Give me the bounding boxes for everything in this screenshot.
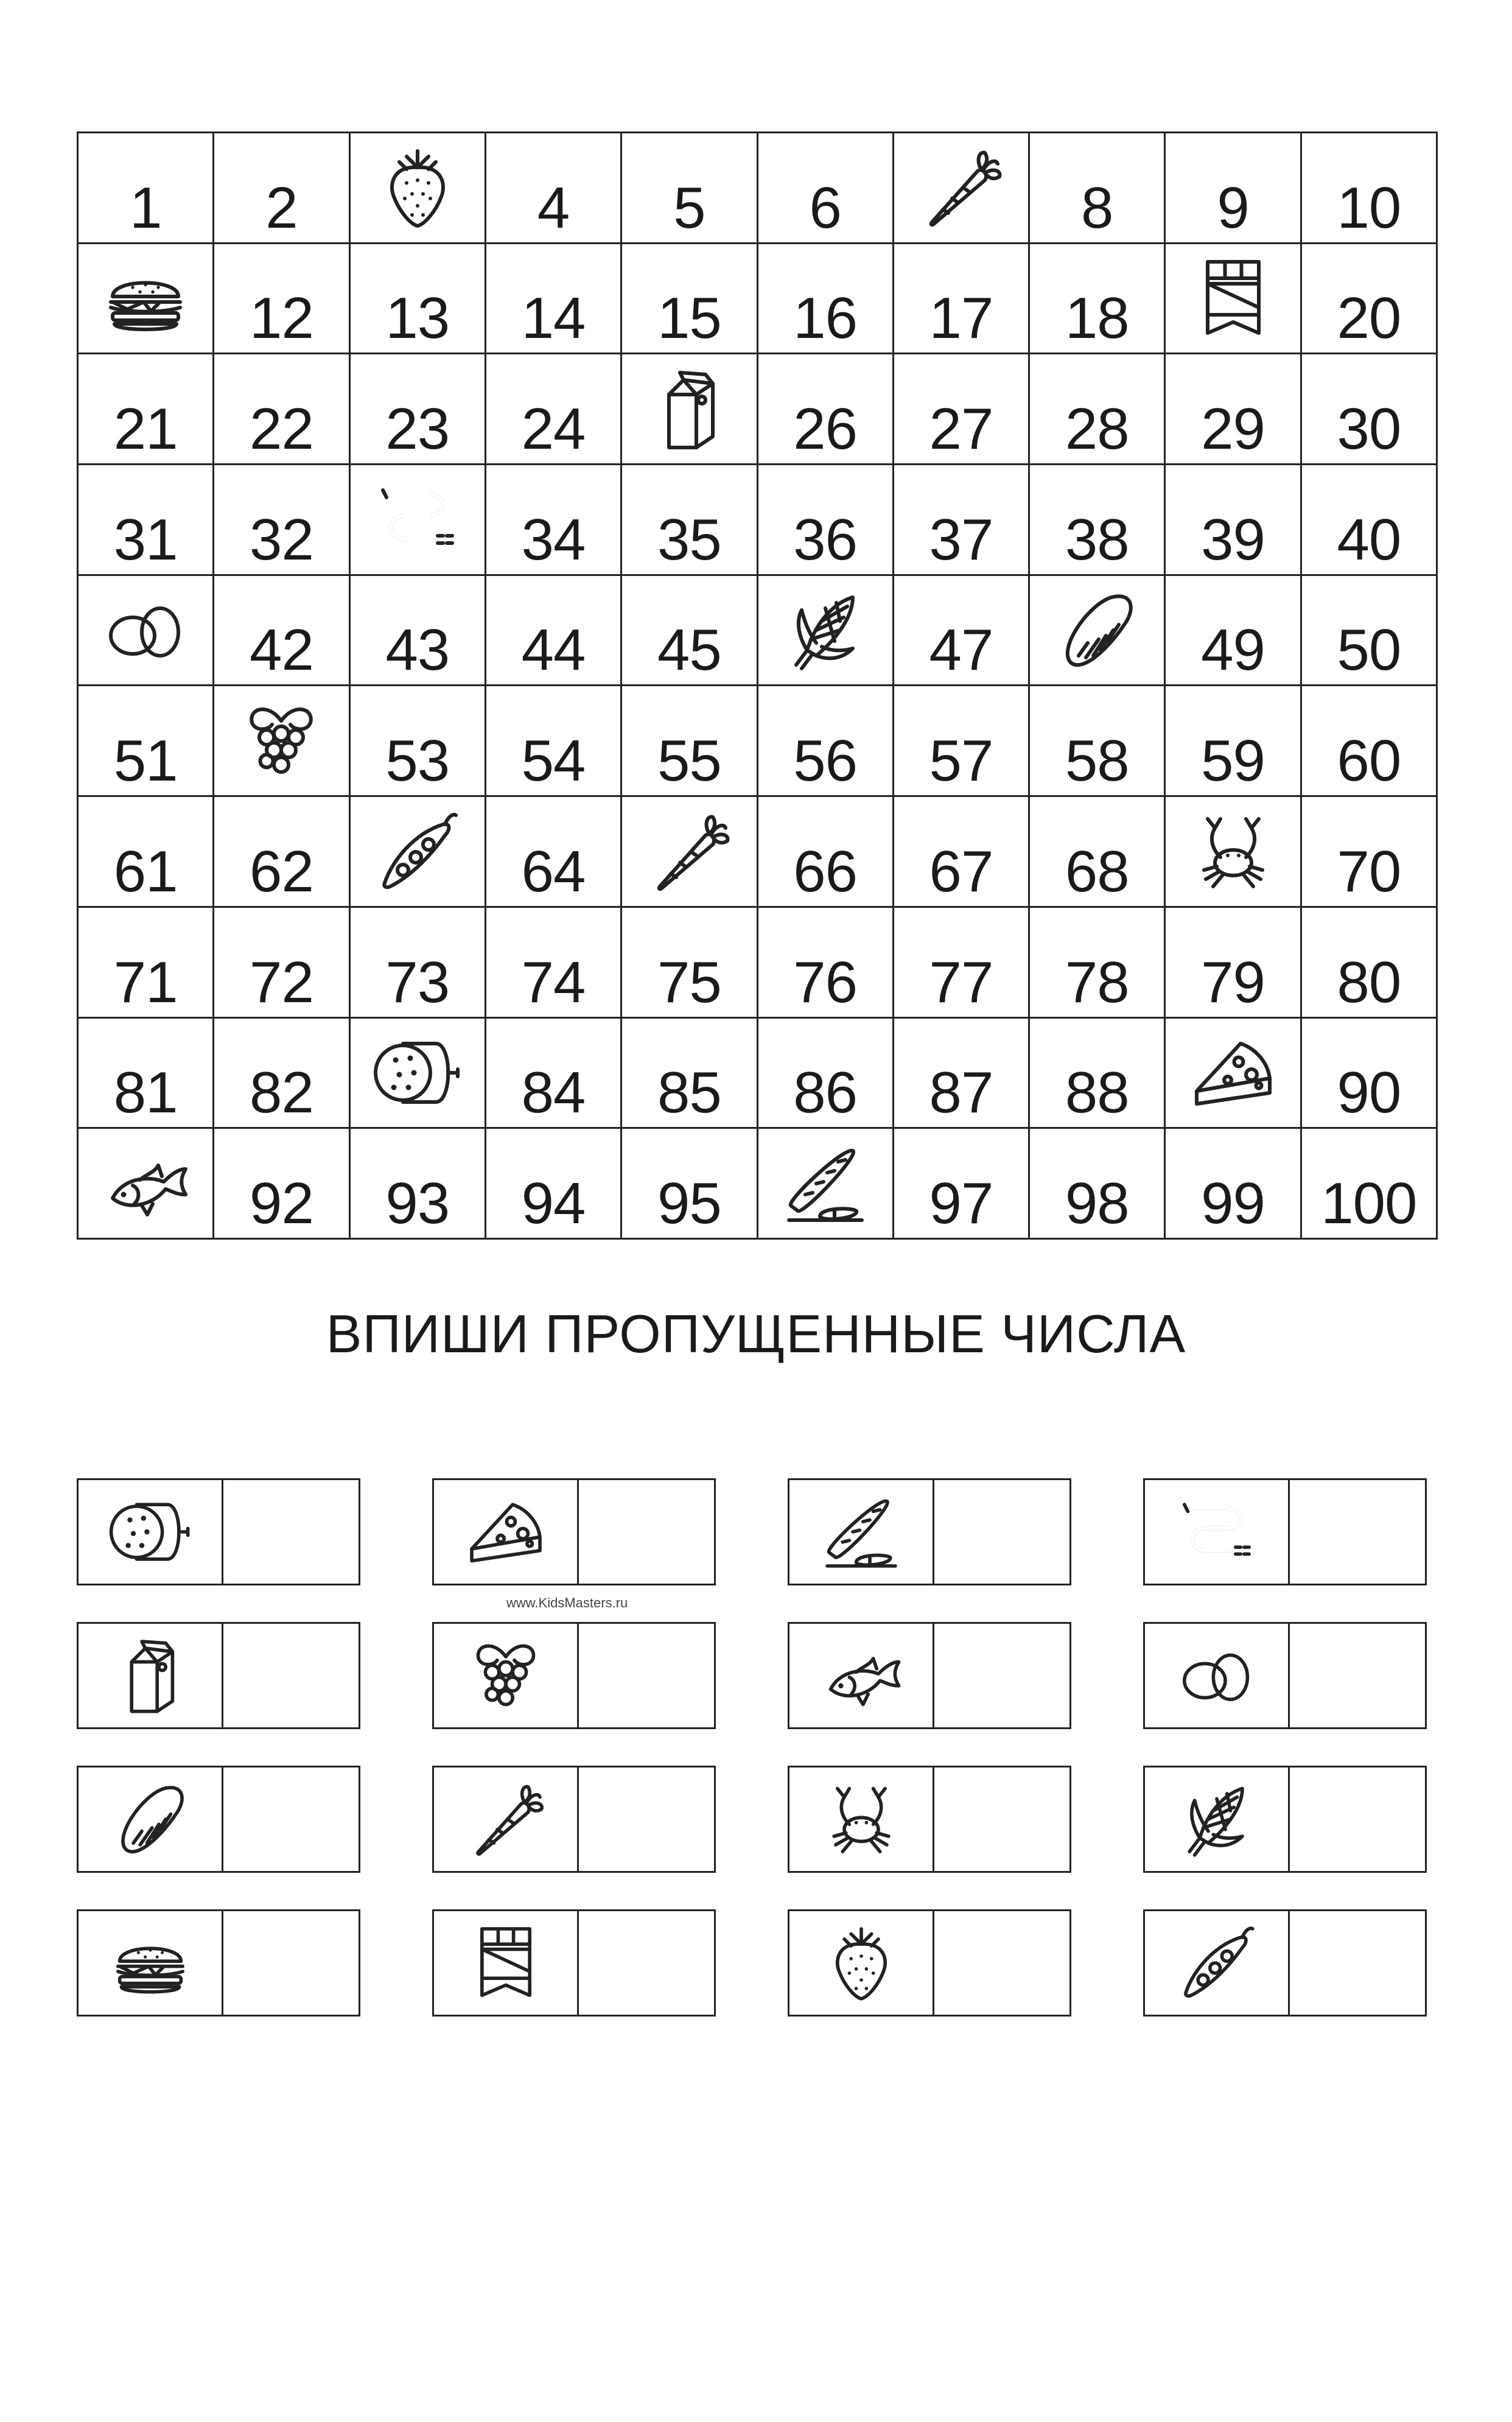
grid-cell	[486, 465, 622, 576]
grid-cell	[622, 576, 758, 687]
answer-field[interactable]	[223, 1624, 359, 1727]
grid-cell	[79, 354, 214, 465]
grid-number: 36	[793, 507, 858, 572]
grid-number: 73	[385, 949, 450, 1015]
grid-number: 26	[793, 396, 858, 462]
grid-cell	[1166, 465, 1301, 576]
grid-number: 44	[521, 617, 586, 683]
answer-picture	[789, 1624, 934, 1727]
grid-cell	[1030, 1129, 1166, 1240]
grid-cell	[1166, 1129, 1301, 1240]
grid-cell	[214, 244, 350, 355]
grid-cell	[1302, 1129, 1438, 1240]
grid-number: 27	[929, 396, 993, 462]
grid-number: 67	[929, 838, 993, 904]
answer-picture	[1145, 1624, 1290, 1727]
answer-field[interactable]	[579, 1767, 714, 1871]
answer-field[interactable]	[934, 1911, 1069, 2015]
answer-picture	[1145, 1480, 1290, 1584]
answer-picture	[434, 1480, 579, 1584]
answer-box	[1143, 1766, 1427, 1873]
grid-number: 14	[521, 286, 586, 351]
grid-number: 85	[657, 1060, 721, 1126]
grid-cell	[894, 244, 1030, 355]
grid-number: 30	[1337, 396, 1401, 462]
grid-number: 90	[1337, 1060, 1401, 1126]
grid-number: 70	[1337, 838, 1401, 904]
answer-box	[77, 1909, 360, 2017]
grid-number: 16	[793, 286, 858, 351]
grid-cell	[1302, 686, 1438, 797]
grid-cell	[1030, 1019, 1166, 1129]
grid-cell	[1302, 465, 1438, 576]
salami-icon	[372, 1027, 463, 1118]
grid-number: 49	[1201, 617, 1265, 683]
burger-icon	[100, 253, 191, 344]
milk-carton-icon	[643, 363, 735, 455]
grid-cell	[894, 465, 1030, 576]
answer-field[interactable]	[934, 1480, 1069, 1584]
grid-cell-picture	[758, 1129, 894, 1240]
grid-number: 97	[929, 1170, 993, 1236]
grid-cell-picture	[351, 465, 486, 576]
answer-box	[432, 1622, 716, 1729]
grid-cell	[758, 133, 894, 244]
grid-cell	[214, 465, 350, 576]
chocolate-icon	[463, 1920, 548, 2006]
grid-cell	[214, 797, 350, 908]
grid-number: 39	[1201, 507, 1265, 572]
bread-loaf-icon	[108, 1777, 193, 1862]
answer-picture	[1145, 1767, 1290, 1871]
answer-field[interactable]	[579, 1911, 714, 2015]
pea-pod-icon	[372, 806, 463, 897]
milk-carton-icon	[108, 1633, 193, 1718]
grid-cell-picture	[351, 797, 486, 908]
answer-picture	[434, 1767, 579, 1871]
grid-cell-picture	[79, 576, 214, 687]
grid-cell	[351, 686, 486, 797]
grid-number: 18	[1065, 286, 1129, 351]
grid-number: 100	[1321, 1170, 1417, 1236]
answer-field[interactable]	[1290, 1911, 1425, 2015]
grid-number: 45	[657, 617, 721, 683]
grid-number: 31	[113, 507, 178, 572]
grid-number: 12	[250, 286, 313, 351]
grid-cell	[79, 686, 214, 797]
grid-number: 82	[250, 1060, 313, 1126]
answer-box	[1143, 1478, 1427, 1585]
grid-number: 13	[385, 286, 450, 351]
grid-cell-picture	[894, 133, 1030, 244]
answer-box	[432, 1909, 716, 2017]
corn-icon	[1174, 1777, 1259, 1862]
answer-box	[1143, 1909, 1427, 2017]
grid-number: 17	[929, 286, 993, 351]
grid-number: 10	[1337, 175, 1401, 240]
grid-cell	[1030, 465, 1166, 576]
answer-field[interactable]	[579, 1480, 714, 1584]
grid-number: 34	[521, 507, 586, 572]
crab-icon	[819, 1777, 904, 1862]
answer-field[interactable]	[579, 1624, 714, 1727]
grid-cell	[1302, 576, 1438, 687]
grid-cell-picture	[758, 576, 894, 687]
grid-cell	[214, 576, 350, 687]
grid-cell-picture	[622, 354, 758, 465]
grid-number: 40	[1337, 507, 1401, 572]
grid-number: 9	[1217, 175, 1249, 240]
grid-cell-picture	[79, 244, 214, 355]
grid-cell	[1302, 797, 1438, 908]
grid-cell	[1030, 244, 1166, 355]
grid-cell	[1302, 1019, 1438, 1129]
grid-number: 55	[657, 728, 721, 794]
grid-number: 22	[250, 396, 313, 462]
answer-box	[788, 1909, 1071, 2017]
grid-cell	[79, 908, 214, 1019]
answer-picture	[79, 1624, 223, 1727]
fish-icon	[100, 1138, 191, 1229]
grid-number: 8	[1081, 175, 1113, 240]
grid-number: 4	[537, 175, 570, 240]
answer-field[interactable]	[934, 1767, 1069, 1871]
grid-number: 77	[929, 949, 993, 1015]
grid-number: 2	[265, 175, 298, 240]
grid-cell	[894, 1019, 1030, 1129]
answer-box	[77, 1622, 360, 1729]
grid-number: 76	[793, 949, 858, 1015]
grid-number: 66	[793, 838, 858, 904]
grid-number: 58	[1065, 728, 1129, 794]
answer-field[interactable]	[223, 1767, 359, 1871]
grid-cell	[622, 1019, 758, 1129]
grid-cell	[351, 244, 486, 355]
grid-cell	[214, 133, 350, 244]
grid-number: 37	[929, 507, 993, 572]
grid-cell	[1166, 354, 1301, 465]
grid-number: 62	[250, 838, 313, 904]
grid-number: 61	[113, 838, 178, 904]
grid-number: 56	[793, 728, 858, 794]
grid-number: 28	[1065, 396, 1129, 462]
watermark: www.KidsMasters.ru	[506, 1595, 628, 1610]
grid-number: 38	[1065, 507, 1129, 572]
grid-cell	[1030, 686, 1166, 797]
grid-cell	[486, 354, 622, 465]
grid-number: 71	[113, 949, 178, 1015]
grid-cell-picture	[622, 797, 758, 908]
corn-icon	[780, 584, 871, 676]
grid-number: 86	[793, 1060, 858, 1126]
answer-picture	[434, 1624, 579, 1727]
carrot-icon	[463, 1777, 548, 1862]
grid-number: 43	[385, 617, 450, 683]
crab-icon	[1188, 806, 1279, 897]
cheese-icon	[463, 1489, 548, 1574]
grid-cell-picture	[351, 133, 486, 244]
grid-number: 64	[521, 838, 586, 904]
grid-number: 15	[657, 286, 721, 351]
grid-number: 57	[929, 728, 993, 794]
grid-number: 53	[385, 728, 450, 794]
grid-cell	[894, 908, 1030, 1019]
grid-cell	[486, 908, 622, 1019]
answer-section	[77, 1478, 1434, 2422]
grid-cell	[894, 354, 1030, 465]
grid-number: 35	[657, 507, 721, 572]
pea-pod-icon	[1174, 1920, 1259, 2006]
grid-number: 6	[809, 175, 841, 240]
grid-number: 94	[521, 1170, 586, 1236]
grid-number: 95	[657, 1170, 721, 1236]
answer-field[interactable]	[1290, 1767, 1425, 1871]
strawberry-icon	[819, 1920, 904, 2006]
grid-number: 78	[1065, 949, 1129, 1015]
grid-cell	[758, 244, 894, 355]
grid-cell	[758, 354, 894, 465]
grid-cell-picture	[351, 1019, 486, 1129]
salami-icon	[108, 1489, 193, 1574]
burger-icon	[108, 1920, 193, 2006]
eggs-icon	[1174, 1633, 1259, 1718]
grid-cell	[622, 1129, 758, 1240]
grid-cell-picture	[1166, 1019, 1301, 1129]
answer-picture	[79, 1911, 223, 2015]
grid-cell	[486, 576, 622, 687]
answer-box	[432, 1766, 716, 1873]
number-grid	[77, 132, 1438, 1240]
grid-cell	[622, 133, 758, 244]
grid-number: 23	[385, 396, 450, 462]
answer-picture	[789, 1480, 934, 1584]
grid-cell	[214, 1129, 350, 1240]
grid-cell	[1166, 133, 1301, 244]
grid-number: 59	[1201, 728, 1265, 794]
grid-number: 75	[657, 949, 721, 1015]
grid-cell-picture	[1166, 244, 1301, 355]
grid-cell	[351, 576, 486, 687]
answer-picture	[789, 1911, 934, 2015]
grid-cell	[622, 686, 758, 797]
eggs-icon	[100, 584, 191, 676]
grid-cell	[622, 908, 758, 1019]
grid-cell	[758, 1019, 894, 1129]
grid-number: 29	[1201, 396, 1265, 462]
grid-cell	[79, 133, 214, 244]
grid-cell	[486, 686, 622, 797]
answer-box	[77, 1478, 360, 1585]
grid-number: 81	[113, 1060, 178, 1126]
grid-cell	[214, 908, 350, 1019]
grid-cell	[79, 797, 214, 908]
grid-cell	[1302, 133, 1438, 244]
answer-box	[1143, 1622, 1427, 1729]
grid-cell	[894, 797, 1030, 908]
answer-picture	[1145, 1911, 1290, 2015]
grid-number: 88	[1065, 1060, 1129, 1126]
grid-cell	[1302, 908, 1438, 1019]
grid-number: 98	[1065, 1170, 1129, 1236]
grid-cell	[622, 244, 758, 355]
grapes-icon	[463, 1633, 548, 1718]
grid-number: 42	[250, 617, 313, 683]
sausages-icon	[372, 474, 463, 565]
grid-cell	[758, 686, 894, 797]
grid-number: 93	[385, 1170, 450, 1236]
answer-box	[788, 1622, 1071, 1729]
grid-cell	[1166, 908, 1301, 1019]
grid-cell	[1030, 908, 1166, 1019]
grid-number: 32	[250, 507, 313, 572]
grid-number: 24	[521, 396, 586, 462]
grid-number: 60	[1337, 728, 1401, 794]
sausages-icon	[1174, 1489, 1259, 1574]
grid-cell	[1166, 576, 1301, 687]
carrot-icon	[915, 142, 1007, 233]
grid-number: 74	[521, 949, 586, 1015]
grid-cell	[351, 908, 486, 1019]
grid-number: 68	[1065, 838, 1129, 904]
answer-box	[77, 1766, 360, 1873]
grid-cell	[894, 576, 1030, 687]
answer-picture	[79, 1767, 223, 1871]
grid-cell	[1302, 354, 1438, 465]
baguette-icon	[819, 1489, 904, 1574]
answer-box	[788, 1766, 1071, 1873]
grid-cell	[1302, 244, 1438, 355]
grid-number: 5	[673, 175, 705, 240]
baguette-icon	[780, 1138, 871, 1229]
grid-cell-picture	[79, 1129, 214, 1240]
answer-field[interactable]	[223, 1911, 359, 2015]
grid-cell	[486, 133, 622, 244]
answer-picture	[434, 1911, 579, 2015]
grid-number: 84	[521, 1060, 586, 1126]
answer-field[interactable]	[1290, 1624, 1425, 1727]
bread-loaf-icon	[1051, 584, 1143, 676]
grid-cell	[1030, 354, 1166, 465]
answer-box	[788, 1478, 1071, 1585]
grid-number: 51	[113, 728, 178, 794]
grid-cell	[79, 1019, 214, 1129]
grid-number: 1	[129, 175, 162, 240]
grid-cell	[758, 465, 894, 576]
chocolate-icon	[1188, 253, 1279, 344]
answer-picture	[79, 1480, 223, 1584]
answer-box	[432, 1478, 716, 1585]
grid-cell	[351, 354, 486, 465]
strawberry-icon	[372, 142, 463, 233]
grid-number: 21	[113, 396, 178, 462]
answer-field[interactable]	[223, 1480, 359, 1584]
grid-number: 20	[1337, 286, 1401, 351]
grid-number: 54	[521, 728, 586, 794]
grid-cell	[79, 465, 214, 576]
grid-cell-picture	[214, 686, 350, 797]
grid-cell	[486, 797, 622, 908]
grid-number: 99	[1201, 1170, 1265, 1236]
grapes-icon	[236, 695, 327, 787]
grid-cell-picture	[1166, 797, 1301, 908]
answer-picture	[789, 1767, 934, 1871]
grid-cell-picture	[1030, 576, 1166, 687]
grid-number: 79	[1201, 949, 1265, 1015]
grid-cell	[486, 244, 622, 355]
grid-cell	[1030, 797, 1166, 908]
grid-cell	[1166, 686, 1301, 797]
grid-number: 87	[929, 1060, 993, 1126]
grid-cell	[486, 1019, 622, 1129]
grid-cell	[622, 465, 758, 576]
grid-cell	[758, 797, 894, 908]
answer-field[interactable]	[1290, 1480, 1425, 1584]
grid-number: 72	[250, 949, 313, 1015]
grid-cell	[351, 1129, 486, 1240]
grid-cell	[214, 1019, 350, 1129]
grid-number: 92	[250, 1170, 313, 1236]
grid-cell	[894, 1129, 1030, 1240]
grid-cell	[214, 354, 350, 465]
grid-cell	[486, 1129, 622, 1240]
answer-field[interactable]	[934, 1624, 1069, 1727]
grid-cell	[1030, 133, 1166, 244]
grid-number: 50	[1337, 617, 1401, 683]
fish-icon	[819, 1633, 904, 1718]
cheese-icon	[1188, 1027, 1279, 1118]
grid-number: 47	[929, 617, 993, 683]
grid-number: 80	[1337, 949, 1401, 1015]
page-title: ВПИШИ ПРОПУЩЕННЫЕ ЧИСЛА	[326, 1304, 1186, 1364]
grid-cell	[758, 908, 894, 1019]
grid-cell	[894, 686, 1030, 797]
carrot-icon	[643, 806, 735, 897]
